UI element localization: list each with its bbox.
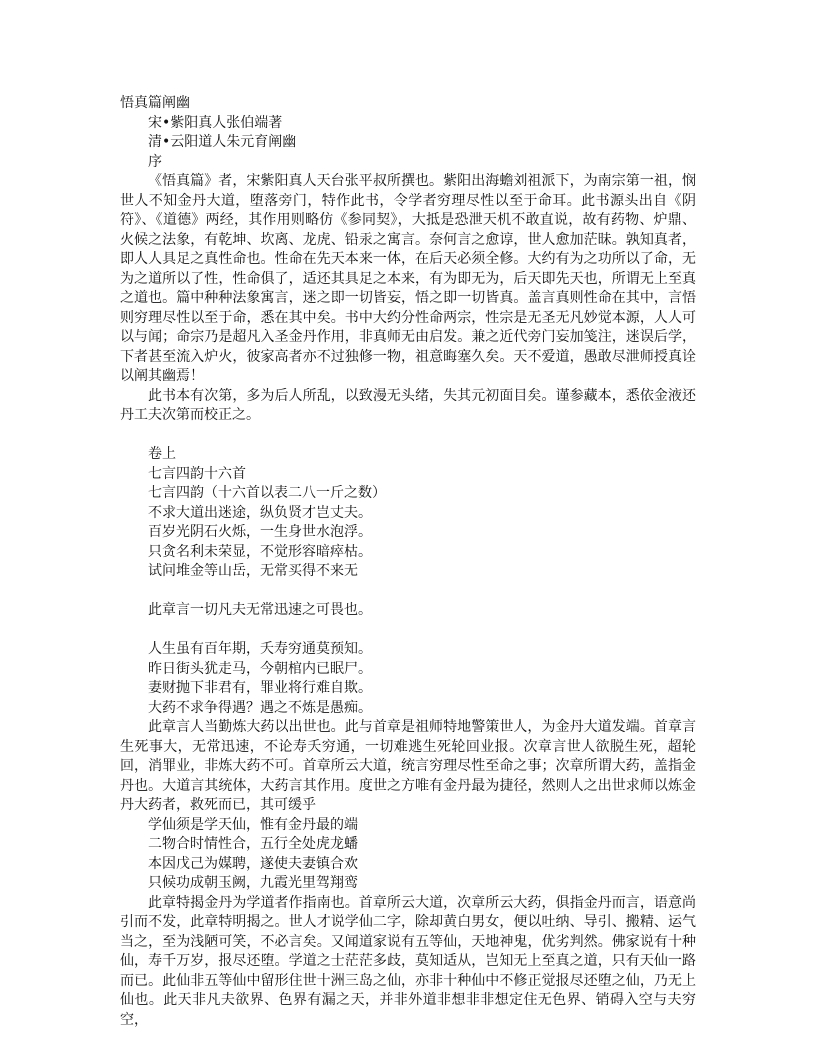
poem-line: 只贪名利未荣显，不觉形容暗瘁枯。 xyxy=(148,543,372,560)
volume-heading: 卷上 xyxy=(148,446,176,462)
preface-paragraph: 此书本有次第，多为后人所乱，以致漫无头绪，失其元初面目矣。谨参藏本，悉依金液还丹工夫次第而校正之。 xyxy=(120,387,696,423)
poem-line: 学仙须是学天仙，惟有金丹最的端 xyxy=(148,816,358,833)
spacer xyxy=(120,582,696,602)
spacer xyxy=(120,621,696,641)
spacer xyxy=(120,426,696,446)
poem-line: 试问堆金等山岳，无常买得不来无 xyxy=(148,563,358,579)
poem-line: 不求大道出迷途，纵负贤才岂丈夫。 xyxy=(148,504,372,521)
poem-line: 本因戊己为媒聘，遂使夫妻镇合欢 xyxy=(148,855,358,872)
author-line: 宋•紫阳真人张伯端著 xyxy=(148,114,283,131)
commentary-line: 此章言一切凡夫无常迅速之可畏也。 xyxy=(148,602,372,618)
document-page xyxy=(120,94,696,1030)
poem-line: 人生虽有百年期，夭寿穷通莫预知。 xyxy=(148,641,372,657)
poem-line: 大药不求争得遇？遇之不炼是愚痴。 xyxy=(148,699,372,716)
poem-line: 妻财抛下非君有，罪业将行难自欺。 xyxy=(148,680,372,696)
preface-paragraph: 《悟真篇》者，宋紫阳真人天台张平叔所撰也。紫阳出海蟾刘祖派下，为南宗第一祖，悯世人不知金丹大道，堕落旁门，特作此书，令学者穷理尽性以至于命耳。此书源头出自《阴符》、《道德》两经，其作用则略仿《参同契》，大抵是恐泄天机不敢直说，故有药物、炉鼎、火候之法象，有乾坤、坎离、龙虎、铅汞之寓言。奈何言之愈谆，世人愈加茫昧。孰知真者，即人人具足之真性命也。性命在先天本来一体，在后天必须全修。大约有为之功所以了命，无为之道所以了性，性命俱了，适还其具足之本来，有为即无为，后天即先天也，所谓无上至真之道也。篇中种种法象寓言，迷之即一切皆妄，悟之即一切皆真。盖言真则性命在其中，言悟则穷理尽性以至于命，悉在其中矣。书中大约分性命两宗，性宗是无圣无凡妙觉本源，人人可以与闻；命宗乃是超凡入圣金丹作用，非真师无由启发。兼之近代旁门妄加笺注，迷误后学，下者甚至流入炉火，彼家高者亦不过独修一物，祖意晦塞久矣。天不爱道，愚敢尽泄师授真诠以阐其幽焉！ xyxy=(120,173,696,384)
poem-line: 二物合时情性合，五行全处虎龙蟠 xyxy=(148,836,358,852)
commentary-paragraph: 此章特揭金丹为学道者作指南也。首章所云大道，次章所云大药，俱指金丹而言，语意尚引而不发，此章特明揭之。世人才说学仙二字，除却黄白男女，便以吐纳、导引、搬精、运气当之，至为浅陋可笑，不必言矣。又闻道家说有五等仙，天地神鬼，优劣判然。佛家说有十种仙，寿千万岁，报尽还堕。学道之士茫茫多歧，莫知适从，岂知无上至真之道，只有天仙一路而已。此仙非五等仙中留形住世十洲三岛之仙，亦非十种仙中不修正觉报尽还堕之仙，乃无上仙也。此天非凡夫欲界、色界有漏之天，并非外道非想非非想定住无色界、销碍入空与夫穷空， xyxy=(120,894,696,1028)
section-subheading: 七言四韵（十六首以表二八一斤之数） xyxy=(148,485,386,501)
book-title: 悟真篇阐幽 xyxy=(120,95,190,111)
poem-line: 只候功成朝玉阙，九霞光里驾翔鸾 xyxy=(148,875,358,891)
poem-line: 百岁光阴石火烁，一生身世水泡浮。 xyxy=(148,524,372,540)
commentary-paragraph: 此章言人当勤炼大药以出世也。此与首章是祖师特地警策世人，为金丹大道发端。首章言生死事大，无常迅速，不论寿夭穷通，一切难逃生死轮回业报。次章言世人欲脱生死，超轮回，消罪业，非炼大药不可。首章所云大道，统言穷理尽性至命之事；次章所谓大药，盖指金丹也。大道言其统体，大药言其作用。度世之方唯有金丹最为捷径，然则人之出世求师以炼金丹大药者，救死而已，其可缓乎 xyxy=(120,719,696,813)
poem-line: 昨日街头犹走马，今朝棺内已眠尸。 xyxy=(148,660,372,677)
section-heading: 七言四韵十六首 xyxy=(148,465,246,482)
preface-heading: 序 xyxy=(148,153,162,170)
commentator-line: 清•云阳道人朱元育阐幽 xyxy=(148,134,297,150)
